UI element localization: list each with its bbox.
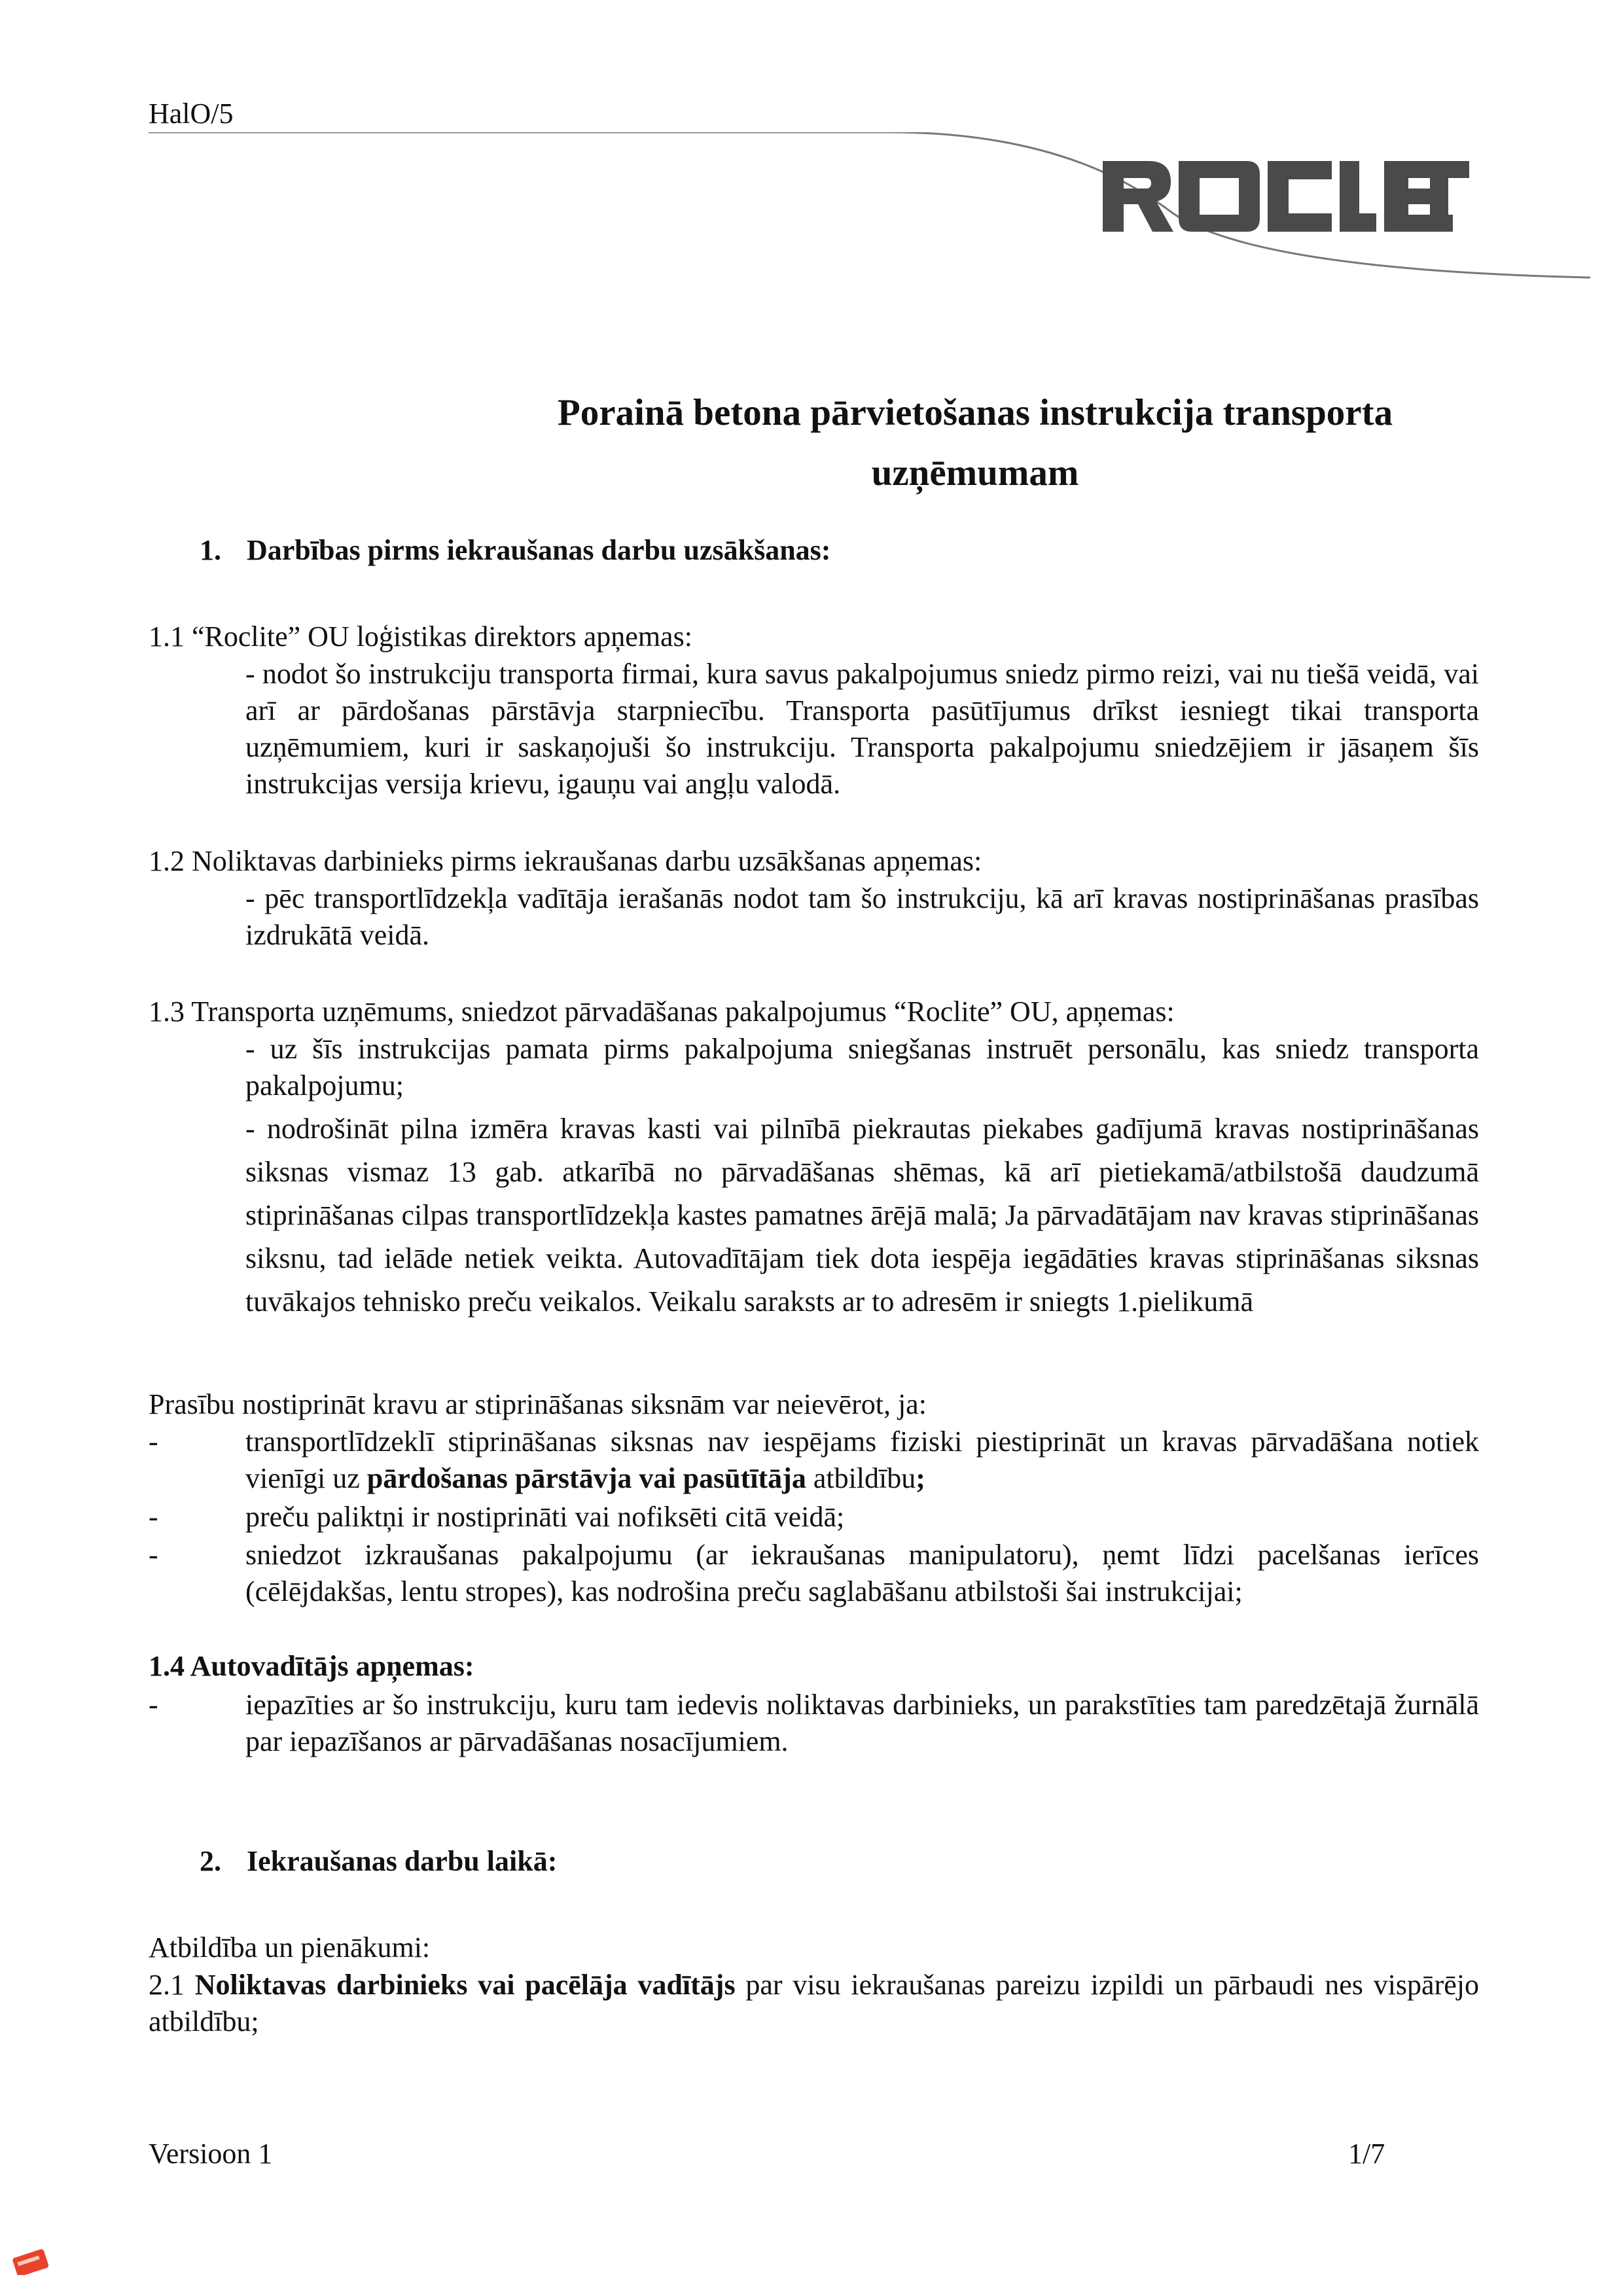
item-text: atbildību — [806, 1462, 916, 1494]
paragraph-1-3-lead: 1.3 Transporta uzņēmums, sniedzot pārvadāšanas pakalpojumus “Roclite” OU, apņemas: — [149, 996, 1175, 1028]
paragraph-1-2-lead: 1.2 Noliktavas darbinieks pirms iekraušanas darbu uzsākšanas apņemas: — [149, 845, 982, 877]
exceptions-item-2-text: preču paliktņi ir nostiprināti vai nofiksēti citā veidā; — [245, 1501, 845, 1533]
exceptions-item-1-text — [245, 1424, 1479, 1497]
exceptions-lead: Prasību nostiprināt kravu ar stiprināšanas siksnām var neievērot, ja: — [149, 1388, 927, 1420]
exceptions-item-2 — [149, 1499, 1479, 1535]
paragraph-2-1 — [149, 1967, 1479, 2040]
document-code: HalO/5 — [149, 98, 234, 130]
paragraph-text: par visu iekraušanas pareizu izpildi un pārbaudi nes vispārējo atbildību; — [149, 1969, 1479, 2037]
paragraph-1-4-item — [149, 1687, 1479, 1760]
paragraph-1-4-heading: 1.4 Autovadītājs apņemas: — [149, 1650, 474, 1682]
paragraph-1-3-item-a: - uz šīs instrukcijas pamata pirms pakalpojuma sniegšanas instruēt personālu, kas sniedz transporta pakalpojumu; — [245, 1033, 1479, 1102]
section-title: Iekraušanas darbu laikā: — [247, 1845, 558, 1877]
paragraph-1-1-body: - nodot šo instrukciju transporta firmai, kura savus pakalpojumus sniedz pirmo reizi, vai nu tiešā veidā, vai arī ar pārdošanas pārstāvja starpniecību. Transporta pasūtījumus drīkst iesniegt tikai transporta uzņēmumiem, kuri ir saskaņojuši šo instrukciju. Transporta pakalpojumu sniedzējiem ir jāsaņem šīs instrukcijas versija krievu, igauņu vai angļu valodā. — [245, 658, 1479, 800]
footer-page-number: 1/7 — [1348, 2138, 1385, 2170]
corner-badge-icon — [12, 2244, 52, 2275]
item-text: transportlīdzeklī stiprināšanas siksnas nav iespējams fiziski piestiprināt un kravas pārvadāšana notiek vienīgi uz — [245, 1426, 1479, 1494]
exceptions-item-3-text: sniedzot izkraušanas pakalpojumu (ar iekraušanas manipulatoru), ņemt līdzi pacelšanas ierīces (cēlējdakšas, lentu stropes), kas nodrošina preču saglabāšanu atbilstoši šai instrukcijai; — [245, 1539, 1479, 1607]
paragraph-1-1-lead: 1.1 “Roclite” OU loģistikas direktors apņemas: — [149, 620, 692, 653]
paragraph-number: 2.1 — [149, 1969, 195, 2001]
section-title: Darbības pirms iekraušanas darbu uzsākšanas: — [247, 534, 831, 566]
exceptions-item-3 — [149, 1537, 1479, 1610]
footer-version: Versioon 1 — [149, 2138, 273, 2170]
bullet-dash: - — [149, 1689, 158, 1721]
item-bold-semicolon: ; — [916, 1462, 925, 1494]
section-2-heading — [200, 1844, 557, 1878]
responsibility-lead: Atbildība un pienākumi: — [149, 1931, 431, 1964]
bullet-dash: - — [149, 1539, 158, 1571]
paragraph-1-4-item-text: iepazīties ar šo instrukciju, kuru tam iedevis noliktavas darbinieks, un parakstīties tam paredzētajā žurnālā par iepazīšanos ar pārvadāšanas nosacījumiem. — [245, 1689, 1479, 1757]
title-line-1: Porainā betona pārvietošanas instrukcija transporta — [557, 392, 1393, 433]
bullet-dash: - — [149, 1501, 158, 1533]
paragraph-1-3-item-b: - nodrošināt pilna izmēra kravas kasti vai pilnībā piekrautas piekabes gadījumā kravas nostiprināšanas siksnas vismaz 13 gab. atkarībā no pārvadāšanas shēmas, kā arī pietiekamā/atbilstošā daudzumā stiprināšanas cilpas transportlīdzekļa kastes pamatnes ārējā malā; Ja pārvadātājam nav kravas stiprināšanas siksnu, tad ielāde netiek veikta. Autovadītājam tiek dota iespēja iegādāties kravas stiprināšanas siksnas tuvākajos tehnisko preču veikalos. Veikalu saraksts ar to adresēm ir sniegts 1.pielikumā — [245, 1113, 1479, 1318]
exceptions-item-1 — [149, 1424, 1479, 1497]
section-number: 2. — [200, 1845, 221, 1877]
logo-text — [0, 0, 1, 1]
page-title — [419, 383, 1531, 503]
paragraph-bold-text: Noliktavas darbinieks vai pacēlāja vadītājs — [194, 1969, 736, 2001]
title-line-2: uzņēmumam — [871, 452, 1079, 493]
logo-letter-e — [1387, 157, 1505, 236]
section-number: 1. — [200, 534, 221, 566]
bullet-dash: - — [149, 1426, 158, 1458]
item-bold-text: pārdošanas pārstāvja vai pasūtītāja — [366, 1462, 806, 1494]
paragraph-1-2-body: - pēc transportlīdzekļa vadītāja ierašanās nodot tam šo instrukciju, kā arī kravas nostiprināšanas prasības izdrukātā veidā. — [245, 882, 1479, 951]
section-1-heading — [200, 533, 830, 567]
